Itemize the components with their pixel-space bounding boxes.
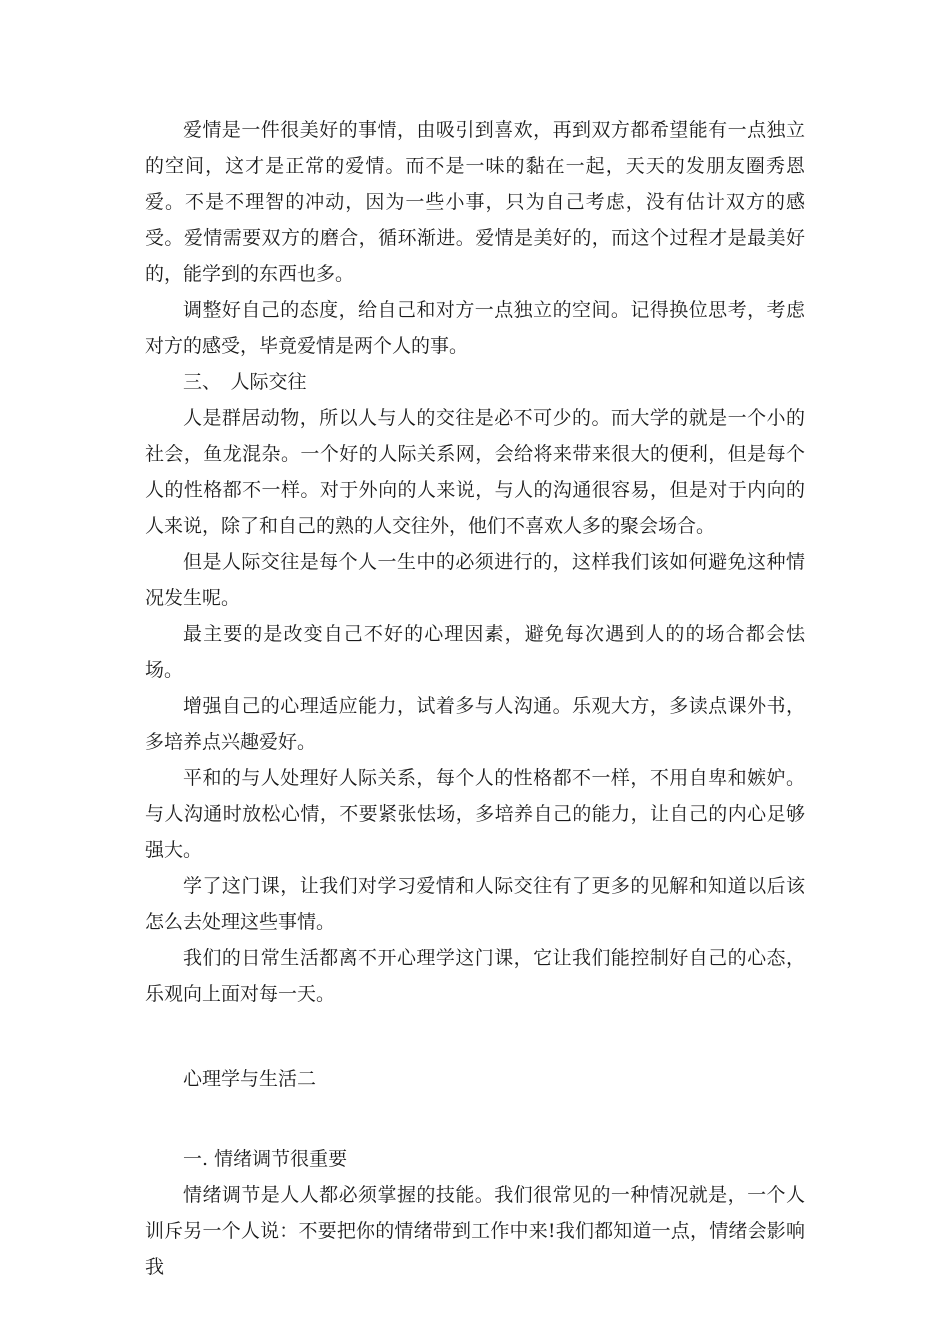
paragraph-social-animals: 人是群居动物，所以人与人的交往是必不可少的。而大学的就是一个小的社会，鱼龙混杂。一个好的人际关系网，会给将来带来很大的便利，但是每个人的性格都不一样。对于外向的人来说，与人的沟通很容易，但是对于内向的人来说，除了和自己的熟的人交往外，他们不喜欢人多的聚会场合。 bbox=[145, 407, 805, 537]
document-body bbox=[145, 112, 805, 1285]
paragraph-daily-life: 我们的日常生活都离不开心理学这门课，它让我们能控制好自己的心态，乐观向上面对每一天。 bbox=[145, 947, 805, 1005]
paragraph-adaptability: 增强自己的心理适应能力，试着多与人沟通。乐观大方，多读点课外书，多培养点兴趣爱好。 bbox=[145, 695, 805, 753]
spacer bbox=[145, 1097, 805, 1141]
paragraph-emotion-regulation: 情绪调节是人人都必须掌握的技能。我们很常见的一种情况就是，一个人训斥另一个人说：不要把你的情绪带到工作中来!我们都知道一点，情绪会影响我 bbox=[145, 1184, 805, 1278]
paragraph-peaceful-relations: 平和的与人处理好人际关系，每个人的性格都不一样，不用自卑和嫉妒。与人沟通时放松心情，不要紧张怯场，多培养自己的能力，让自己的内心足够强大。 bbox=[145, 767, 805, 861]
part-two-title: 心理学与生活二 bbox=[183, 1068, 317, 1090]
section-heading-emotion: 一. 情绪调节很重要 bbox=[183, 1148, 348, 1170]
spacer bbox=[145, 1012, 805, 1061]
section-heading-interpersonal: 三、 人际交往 bbox=[183, 371, 307, 393]
paragraph-avoid-situation: 但是人际交往是每个人一生中的必须进行的，这样我们该如何避免这种情况发生呢。 bbox=[145, 551, 805, 609]
paragraph-change-psychology: 最主要的是改变自己不好的心理因素，避免每次遇到人的的场合都会怯场。 bbox=[145, 623, 805, 681]
paragraph-course-insight: 学了这门课，让我们对学习爱情和人际交往有了更多的见解和知道以后该怎么去处理这些事情。 bbox=[145, 875, 805, 933]
paragraph-love-beauty: 爱情是一件很美好的事情，由吸引到喜欢，再到双方都希望能有一点独立的空间，这才是正常的爱情。而不是一味的黏在一起，天天的发朋友圈秀恩爱。不是不理智的冲动，因为一些小事，只为自己考虑，没有估计双方的感受。爱情需要双方的磨合，循环渐进。爱情是美好的，而这个过程才是最美好的，能学到的东西也多。 bbox=[145, 119, 805, 285]
paragraph-adjust-attitude: 调整好自己的态度，给自己和对方一点独立的空间。记得换位思考，考虑对方的感受，毕竟爱情是两个人的事。 bbox=[145, 299, 805, 357]
